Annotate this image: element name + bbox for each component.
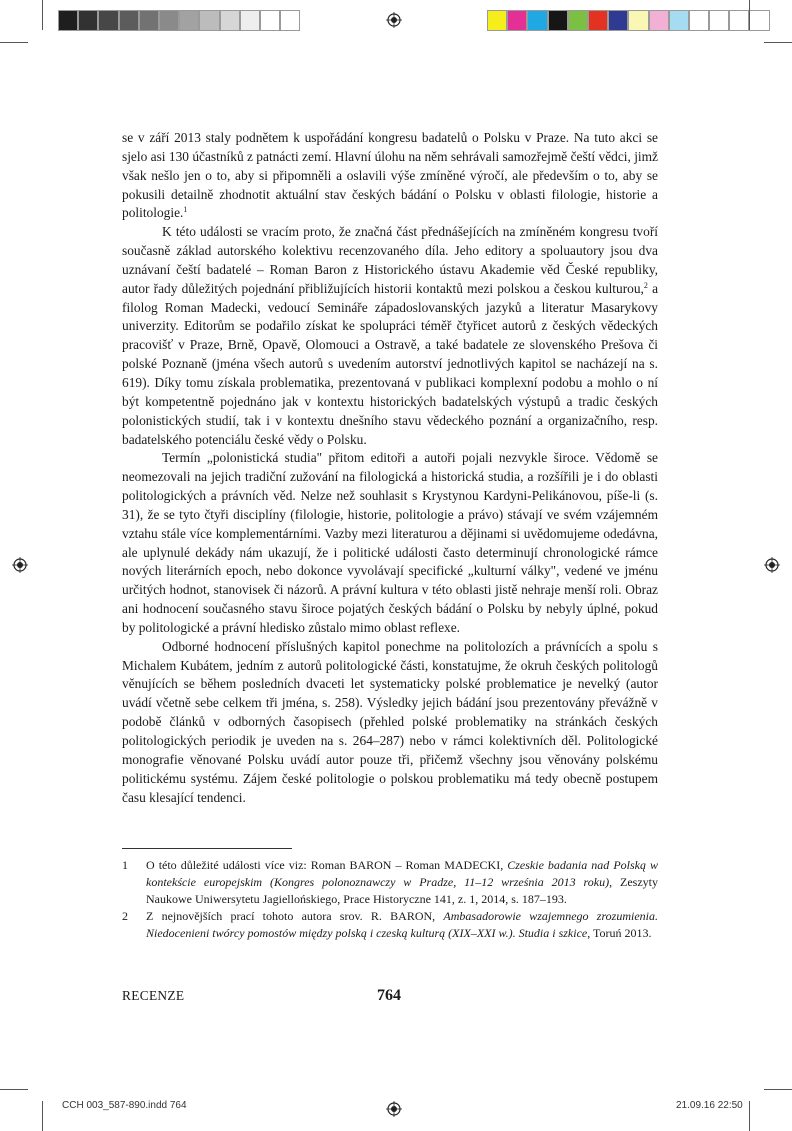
color-swatch [487,10,507,31]
paragraph: Odborné hodnocení příslušných kapitol ponechme na politolozích a právnících a spolu s Michalem Kubátem, jedním z autorů politologické části, konstatujme, že okruh českých politologů věnujících se během posledních dvaceti let systematicky polské problematice je nevelký (autor uvádí včetně sebe celkem tři jména, s. 258). Výsledky jejich bádání jsou prezentovány převážně v podobě článků v odborných časopisech (přehled polské problematiky na stránkách českých politologických periodik je uveden na s. 264–287) nebo v rámci kolektivních děl. Politologické monografie věnované Polsku uvádí autor pouze tři, přičemž všechny jsou věnovány polskému politickému systému. Zájem české politologie o polskou problematiku má tedy obecně postupem času klesající tendenci. [122,638,658,805]
registration-mark-icon [386,1101,402,1117]
crop-mark [42,0,43,30]
crop-mark [0,42,28,43]
cited-title: Czeskie badania nad Polską w kontekście europejskim (Kongres polonoznawczy w Pradze, 11–12 września 2013 roku) [146,858,659,889]
color-swatch [588,10,608,31]
grayscale-bar [58,10,300,31]
color-bar [487,10,770,31]
color-swatch [159,10,179,31]
color-swatch [98,10,118,31]
color-swatch [179,10,199,31]
footnote-ref: 2 [643,280,648,290]
section-label: RECENZE [122,988,185,1003]
color-swatch [568,10,588,31]
color-swatch [669,10,689,31]
color-swatch [608,10,628,31]
color-swatch [139,10,159,31]
color-swatch [220,10,240,31]
color-swatch [729,10,749,31]
footnote-number: 1 [122,858,128,872]
footnote-ref: 1 [183,205,188,215]
timestamp-slug: 21.09.16 22:50 [676,1100,743,1111]
crop-mark [764,1089,792,1090]
article-body [122,129,658,807]
color-swatch [749,10,769,31]
footnote-number: 2 [122,909,128,924]
color-swatch [240,10,260,31]
color-swatch [527,10,547,31]
footnote-divider [122,848,292,849]
color-swatch [649,10,669,31]
color-swatch [119,10,139,31]
color-swatch [58,10,78,31]
color-swatch [260,10,280,31]
crop-mark [749,1101,750,1131]
footnotes [122,857,658,943]
color-swatch [709,10,729,31]
paragraph: se v září 2013 staly podnětem k uspořádání kongresu badatelů o Polsku v Praze. Na tuto akci se sjelo asi 130 účastníků z patnácti zemí. Hlavní úlohu na něm sehrávali samozřejmě čeští vědci, jimž však nešlo jen o to, aby si připomněli a oslavili výše zmíněné výročí, ale především o to, aby se pokusili detailně zhodnotit aktuální stav českých bádání o Polsku v oblasti filologie, historie a politologie.$^1$ [122,130,658,221]
color-swatch [280,10,300,31]
footnote: 2 Z nejnovějších prací tohoto autora srov. R. BARON, Ambasadorowie wzajemnego zrozumienia. Niedocenieni twórcy pomostów między polską i czeską kulturą (XIX–XXI w.). Studia i szkice, Toruń 2013. [122,909,659,941]
color-swatch [199,10,219,31]
color-swatch [628,10,648,31]
paragraph: Termín „polonistická studia" přitom editoři a autoři pojali nezvykle široce. Vědomě se neomezovali na jejich tradiční zužování na filologická a historická studia, a rozšířili je i do oblasti politologických a právních věd. Nelze než souhlasit s Krystynou Kardyni-Pelikánovou, píše-li (s. 31), že se tyto čtyři disciplíny (filologie, historie, politologie a právo) stávají ve svém vzájemném vztahu stále více komplementárními. Vazby mezi literaturou a dějinami si uvědomujeme odedávna, ale uplynulé dekády nám ukazují, že i politické události často determinují chronologické rámce nových literárních epoch, nebo dokonce vyvolávají specifické „kulturní války", vedené ve jménu určitých hodnot, stanovisek či názorů. A právní kultura v této oblasti jistě nehraje menší roli. Obraz ani hodnocení současného stavu široce pojatých českých bádání o Polsku by nebyly úplné, pokud by politologické a právní hledisko zůstalo mimo oblast reflexe. [122,450,658,635]
crop-mark [749,0,750,30]
page-number: 764 [377,987,401,1004]
registration-mark-icon [12,557,28,573]
color-swatch [78,10,98,31]
crop-mark [42,1101,43,1131]
color-swatch [548,10,568,31]
registration-mark-icon [386,12,402,28]
cited-title: Ambasadorowie wzajemnego zrozumienia. Niedocenieni twórcy pomostów między polską i czeską kulturą (XIX–XXI w.). Studia i szkice [146,909,659,941]
file-slug: CCH 003_587-890.indd 764 [62,1100,187,1111]
registration-mark-icon [764,557,780,573]
crop-mark [0,1089,28,1090]
footnote: 1 O této důležité události více viz: Roman BARON – Roman MADECKI, Czeskie badania nad Polską w kontekście europejskim (Kongres polonoznawczy w Pradze, 11–12 września 2013 roku), Zeszyty Naukowe Uniwersytetu Jagiellońskiego, Prace Historyczne 141, z. 1, 2014, s. 187–193. [122,858,659,906]
color-swatch [689,10,709,31]
crop-mark [764,42,792,43]
paragraph: K této události se vracím proto, že značná část přednášejících na zmíněném kongresu tvoří současně základ autorského kolektivu recenzovaného díla. Jeho editory a spoluautory jsou dva uznávaní čeští badatelé – Roman Baron z Historického ústavu Akademie věd České republiky, autor řady důležitých pojednání přibližujících historii kontaktů mezi polskou a českou kulturou,$^2$ a filolog Roman Madecki, vedoucí Semináře západoslovanských jazyků a literatur Masarykovy univerzity. Editorům se podařilo získat ke spolupráci téměř čtyřicet autorů z českých vědeckých pracovišť v Praze, Brně, Opavě, Olomouci a Ostravě, a také badatele ze slovenského Prešova či polské Poznaně (jména všech autorů s uvedením autorství jednotlivých kapitol se nacházejí na s. 619). Díky tomu získala problematika, prezentovaná v publikaci komplexní podobu a mohlo o ní být kompetentně pojednáno jak v kontextu historických badatelských výstupů a tradic českých polonistických studií, tak i v kontextu dnešního stavu vědeckého poznání a organizačního, resp. badatelského potenciálu české vědy o Polsku. [122,224,659,447]
color-swatch [507,10,527,31]
